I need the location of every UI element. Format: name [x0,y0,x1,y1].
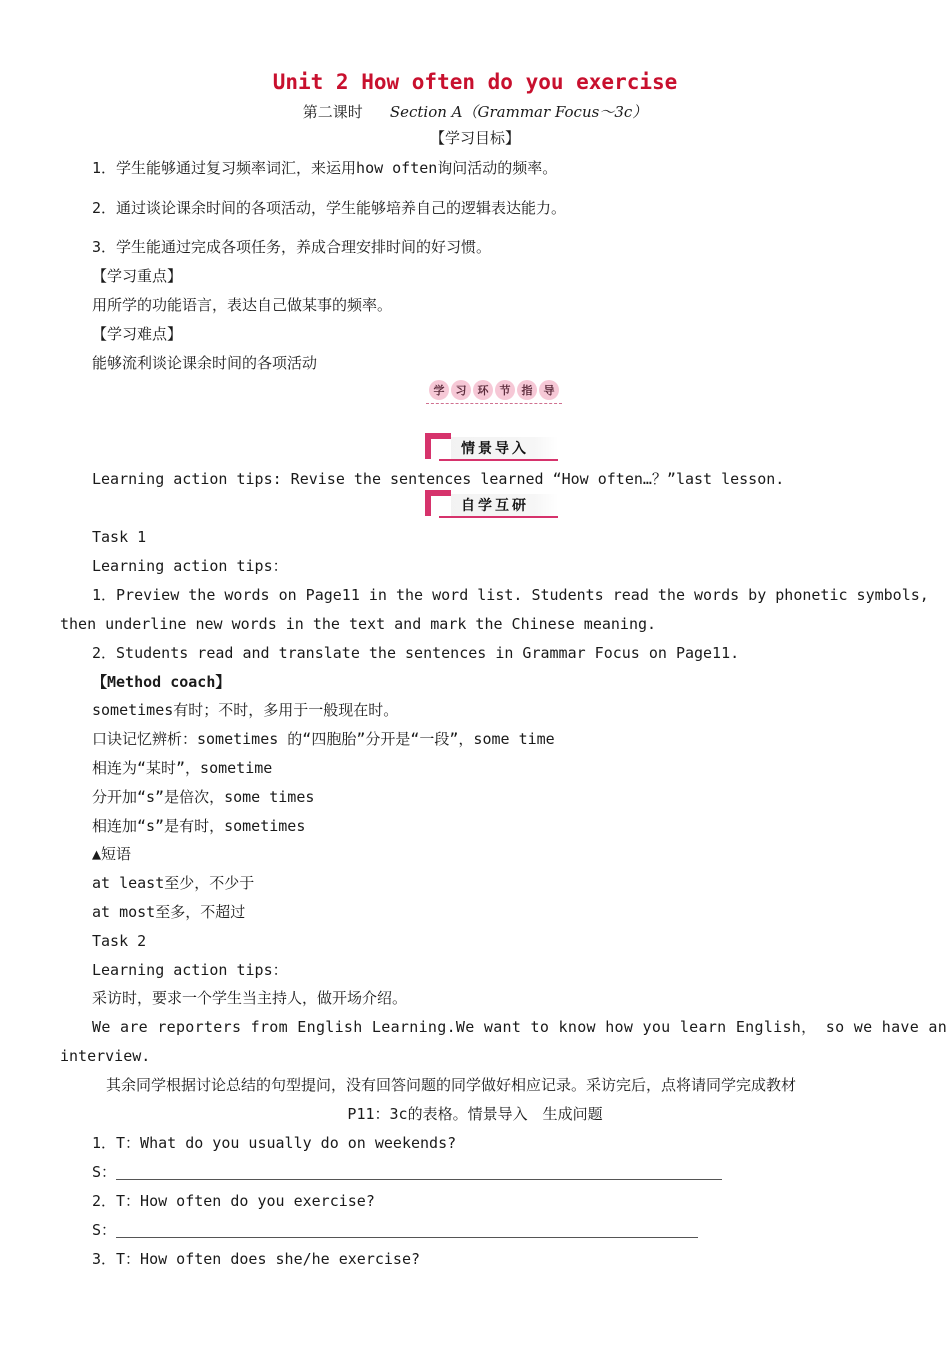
badge-char: 节 [495,380,515,400]
task2-line: interview. [60,1047,151,1065]
key-point-text: 用所学的功能语言，表达自己做某事的频率。 [92,296,393,314]
answer-2-blank[interactable] [116,1237,698,1238]
task2-heading: Task 2 [92,932,147,950]
section-banner-self-study [425,490,558,518]
badge-dashed-underline [426,403,562,404]
task1-item-2: 2．Students read and translate the sentences in Grammar Focus on Page11. [92,644,740,662]
task2-line: 采访时，要求一个学生当主持人，做开场介绍。 [92,989,408,1007]
task1-item-1-cont: then underline new words in the text and mark the Chinese meaning. [60,615,657,633]
section-banner-label: 情景导入 [461,441,529,457]
task2-line: P11：3c的表格。情景导入 生成问题 [347,1105,603,1123]
method-line: 口诀记忆辨析：sometimes 的“四胞胎”分开是“一段”，some time [92,730,555,748]
document-title: Unit 2 How often do you exercise [272,70,678,94]
goal-item-2: 2．通过谈论课余时间的各项活动，学生能够培养自己的逻辑表达能力。 [92,199,567,217]
goals-heading: 【学习目标】 [429,129,520,147]
difficulty-heading: 【学习难点】 [92,325,183,343]
phrase-item: at most至多，不超过 [92,903,246,921]
question-3: 3．T：How often does she/he exercise? [92,1250,421,1268]
key-point-heading: 【学习重点】 [92,267,183,285]
question-2: 2．T：How often do you exercise? [92,1192,375,1210]
task2-line: 其余同学根据讨论总结的句型提问，没有回答问题的同学做好相应记录。采访完后，点将请同学完成教材 [106,1076,797,1094]
task1-heading: Task 1 [92,528,147,546]
task2-line: We are reporters from English Learning.We want to know how you learn English， so we have an [92,1018,948,1036]
lesson-label: 第二课时 [302,103,363,121]
section-banner-label: 自学互研 [461,498,529,514]
task1-tips-label: Learning action tips： [92,557,288,575]
goal-item-1: 1．学生能够通过复习频率词汇，来运用how often询问活动的频率。 [92,159,558,177]
badge-char: 环 [473,380,493,400]
section-banner-intro [425,433,558,461]
answer-1-label: S： [92,1163,117,1181]
document-subtitle [0,101,950,122]
task2-tips-label: Learning action tips： [92,961,288,979]
goal-item-3: 3．学生能通过完成各项任务，养成合理安排时间的好习惯。 [92,238,492,256]
study-guide-badge [424,379,564,405]
method-line: sometimes有时；不时，多用于一般现在时。 [92,701,399,719]
difficulty-text: 能够流利谈论课余时间的各项活动 [92,354,318,372]
badge-char: 学 [429,380,449,400]
phrases-heading: ▲短语 [92,845,132,863]
intro-tips: Learning action tips: Revise the sentences learned “How often…？”last lesson. [92,470,785,488]
method-line: 分开加“s”是倍次，some times [92,788,315,806]
section-label: Section A（Grammar Focus～3c） [389,103,648,121]
phrase-item: at least至少，不少于 [92,874,255,892]
answer-1-blank[interactable] [116,1179,722,1180]
answer-2-label: S： [92,1221,117,1239]
method-heading: 【Method coach】 [92,673,231,691]
method-line: 相连为“某时”，sometime [92,759,273,777]
method-line: 相连加“s”是有时，sometimes [92,817,306,835]
question-1: 1．T：What do you usually do on weekends? [92,1134,457,1152]
badge-char: 导 [539,380,559,400]
badge-char: 习 [451,380,471,400]
badge-char: 指 [517,380,537,400]
task1-item-1: 1．Preview the words on Page11 in the word list. Students read the words by phonetic symbols, [92,586,929,604]
